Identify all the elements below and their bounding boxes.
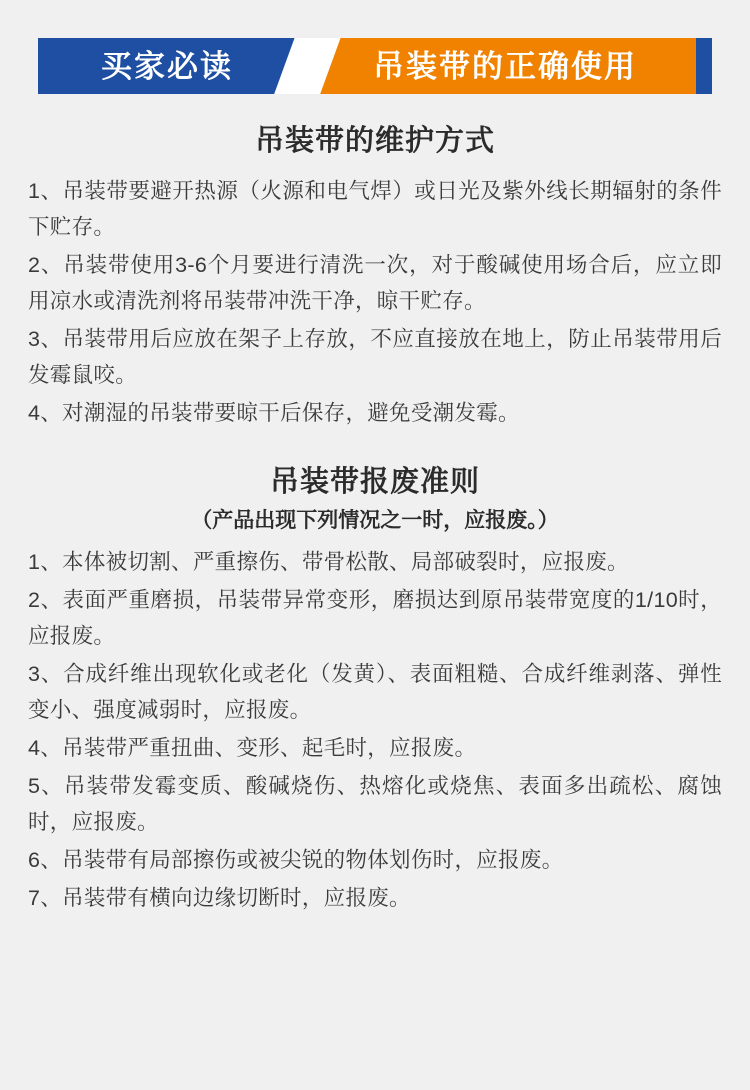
content (0, 118, 750, 916)
banner-left (38, 38, 296, 94)
banner (38, 38, 712, 94)
scrap-item-6: 6、吊装带有局部擦伤或被尖锐的物体划伤时，应报废。 (28, 848, 564, 872)
banner-left-label: 买家必读 (101, 48, 233, 84)
section-title-maintenance: 吊装带的维护方式 (254, 125, 495, 157)
maintenance-item-1: 1、吊装带要避开热源（火源和电气焊）或日光及紫外线长期辐射的条件下贮存。 (28, 179, 722, 239)
maintenance-item-4: 4、对潮湿的吊装带要晾干后保存，避免受潮发霉。 (28, 401, 520, 425)
scrap-item-4: 4、吊装带严重扭曲、变形、起毛时，应报废。 (28, 736, 477, 760)
section-subtitle-scrap: （产品出现下列情况之一时，应报废。） (191, 509, 559, 532)
scrap-item-3: 3、合成纤维出现软化或老化（发黄）、表面粗糙、合成纤维剥落、弹性变小、强度减弱时，应报废。 (28, 662, 722, 722)
scrap-item-7: 7、吊装带有横向边缘切断时，应报废。 (28, 886, 411, 910)
banner-right-label: 吊装带的正确使用 (373, 48, 637, 84)
maintenance-item-2: 2、吊装带使用3-6个月要进行清洗一次，对于酸碱使用场合后，应立即用凉水或清洗剂将吊装带冲洗干净，晾干贮存。 (28, 253, 722, 313)
maintenance-item-3: 3、吊装带用后应放在架子上存放，不应直接放在地上，防止吊装带用后发霉鼠咬。 (28, 327, 722, 387)
scrap-item-1: 1、本体被切割、严重擦伤、带骨松散、局部破裂时，应报废。 (28, 550, 629, 574)
section-title-scrap: 吊装带报废准则 (269, 466, 480, 498)
scrap-item-2: 2、表面严重磨损，吊装带异常变形，磨损达到原吊装带宽度的1/10时，应报废。 (28, 588, 722, 648)
banner-right (314, 38, 696, 94)
product-detail-page (0, 38, 750, 1090)
scrap-item-5: 5、吊装带发霉变质、酸碱烧伤、热熔化或烧焦、表面多出疏松、腐蚀时，应报废。 (28, 774, 722, 834)
